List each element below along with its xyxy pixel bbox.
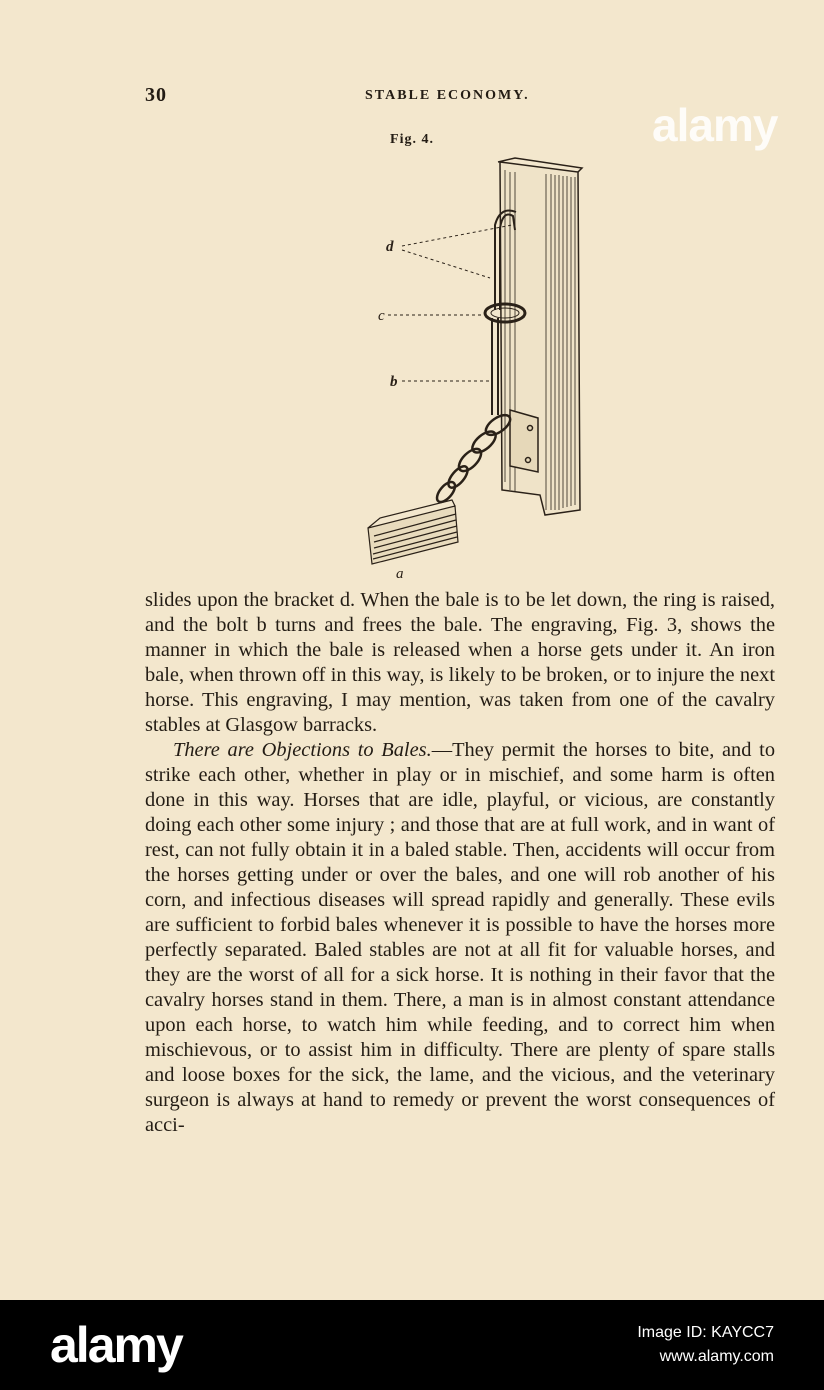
running-title: STABLE ECONOMY. [365, 88, 530, 103]
section-heading: There are Objections to Bales. [173, 739, 432, 761]
footer-bar [0, 1300, 824, 1390]
paragraph-2 [145, 738, 775, 1138]
alamy-logo: alamy [50, 1317, 182, 1373]
paragraph-1: slides upon the bracket d. When the bale is to be let down, the ring is raised, and the bolt b turns and frees the bale. The engraving, Fig. 3, shows the manner in which the bale is released when a horse gets under it. An iron bale, when thrown off in this way, is likely to be broken, or to injure the next horse. This engraving, I may mention, was taken from one of the cavalry stables at Glasgow barracks. [145, 589, 775, 736]
leader-lines [388, 225, 512, 381]
image-id: Image ID: KAYCC7 [637, 1324, 774, 1341]
bracket-plate [510, 410, 538, 472]
rod-b [492, 318, 498, 415]
watermark-top: alamy [652, 99, 778, 151]
paragraph-2-text: —They permit the horses to bite, and to strike each other, whether in play or in mischief, and some harm is often done in this way. Horses that are idle, playful, or vicious, are constantly doing each other some injury ; and those that are at full work, and in want of rest, can not fully obtain it in a baled stable. Then, accidents will occur from the horses getting under or over the bales, and one will rob another of his corn, and infectious diseases will spread rapidly and generally. These evils are sufficient to forbid bales whenever it is possible to have the horses more perfectly separated. Baled stables are not at all fit for valuable horses, and they are the worst of all for a sick horse. It is nothing in their favor that the cavalry horses stand in them. There, a man is in almost constant attendance upon each horse, to watch him while feeding, and to correct him when mischievous, or to assist him in difficulty. There are plenty of spare stalls and loose boxes for the sick, the lame, and the vicious, and the veterinary surgeon is always at hand to remedy or prevent the worst consequences of acci- [145, 739, 776, 1136]
body-text [145, 588, 775, 1138]
label-c: c [378, 308, 385, 324]
label-b: b [390, 374, 398, 390]
footer-url: www.alamy.com [659, 1348, 774, 1365]
bale-beam-a [368, 500, 458, 564]
page-number: 30 [145, 84, 167, 106]
label-d: d [386, 239, 394, 255]
label-a: a [396, 566, 404, 582]
bale-bracket-illustration [340, 150, 600, 590]
figure-caption: Fig. 4. [390, 132, 434, 147]
